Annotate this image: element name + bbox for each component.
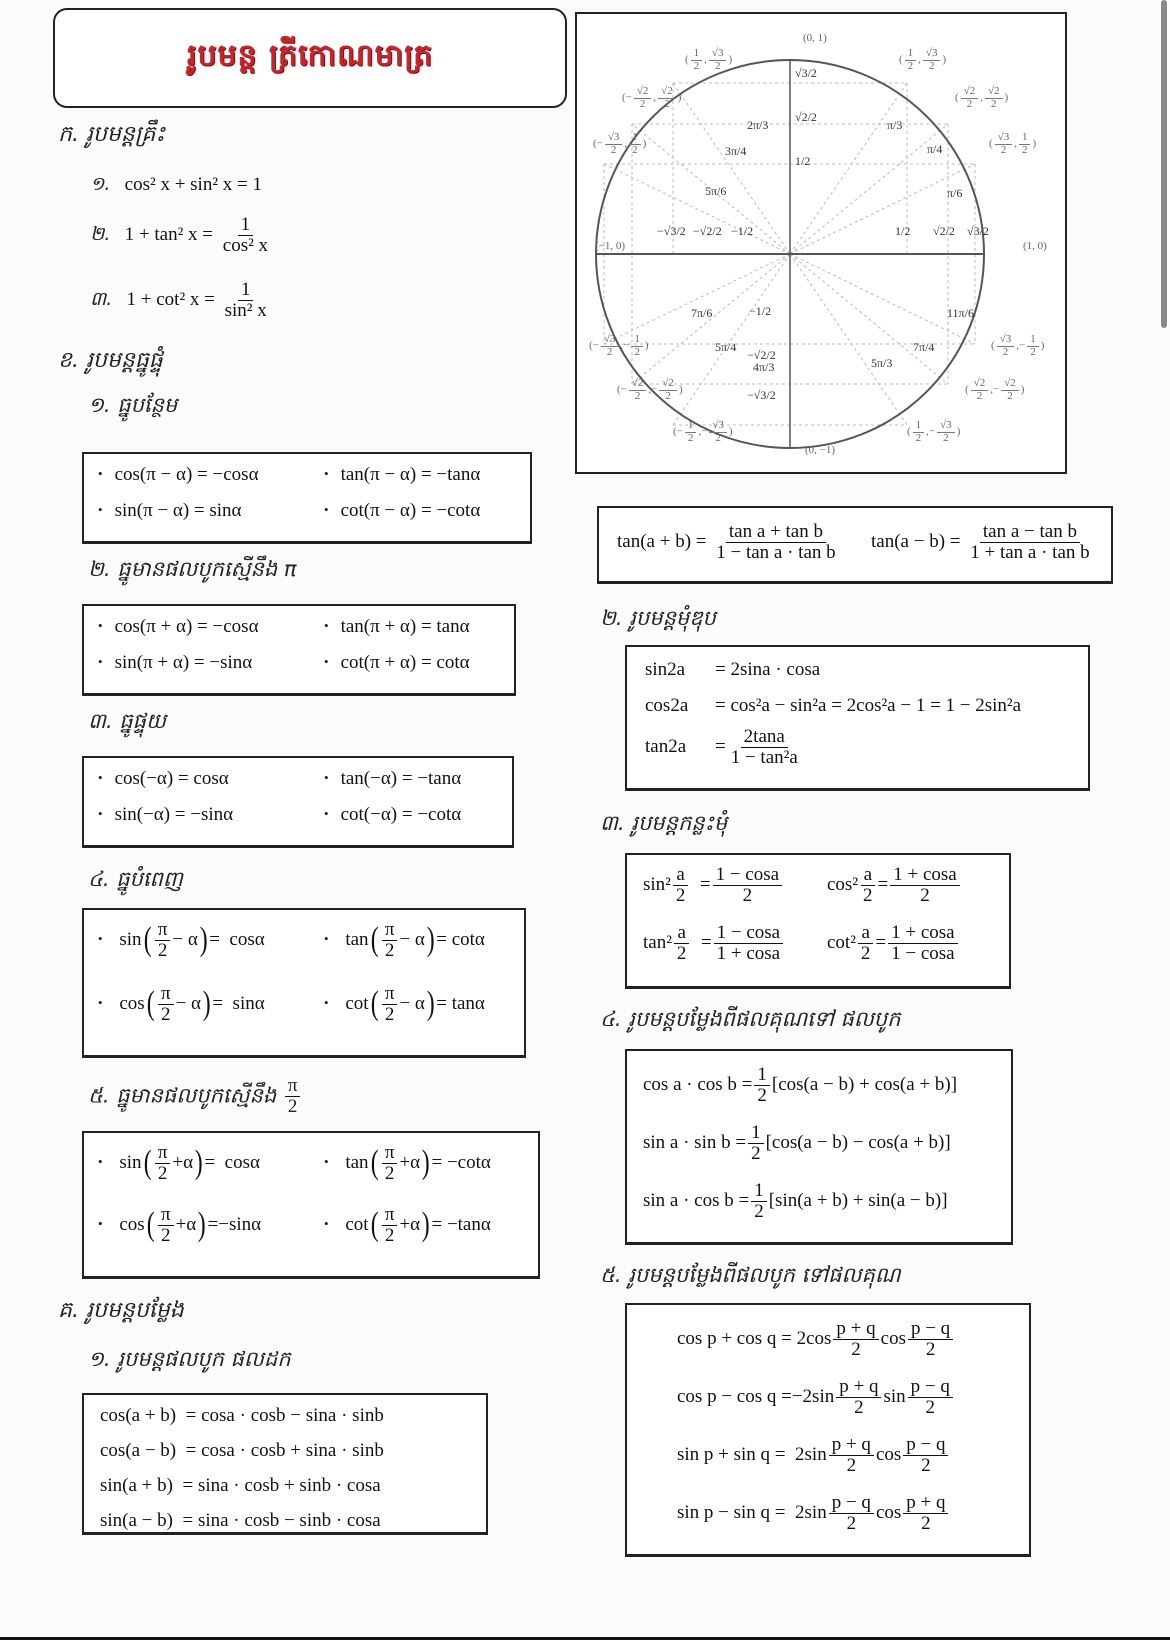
sum-to-product-heading: ៥. រូបមន្តបម្លែងពីផលបូក ទៅផលគុណ xyxy=(600,1263,901,1287)
numerator: tan a − tan b xyxy=(980,522,1080,543)
point-label: (0, −1) xyxy=(805,444,836,456)
numerator: 1 − cosa xyxy=(713,865,782,886)
rhs: sinα xyxy=(232,992,265,1014)
numerator: p + q xyxy=(829,1435,874,1456)
angle-label: 2π/3 xyxy=(747,118,769,132)
half-angle-heading: ៣. រូបមន្តកន្លះមុំ xyxy=(600,811,728,835)
lhs: sin p + sin q = xyxy=(677,1443,786,1465)
op: + xyxy=(399,1151,411,1173)
sum-diff-box xyxy=(82,1393,488,1535)
section-c-heading: គ. រូបមន្តបម្លែង xyxy=(58,1298,184,1323)
rhs: = sina · cosb − sinb · cosa xyxy=(182,1510,381,1531)
denominator: 1 + tan a · tan b xyxy=(970,541,1090,563)
sub5-heading xyxy=(88,1076,302,1117)
formula: • tan( $\frac{\pi}{2}$ − α)= cotα xyxy=(324,920,485,961)
rhs: = cos²a − sin²a = 2cos²a − 1 = 1 − 2sin²a xyxy=(715,695,1022,716)
axis-value: −√2/2 xyxy=(693,224,722,238)
numerator: 1 xyxy=(748,1123,764,1144)
sub3-heading: ៣. ធ្នូផ្ទុយ xyxy=(88,709,166,733)
scrollbar[interactable] xyxy=(1161,0,1167,328)
fraction xyxy=(967,522,1092,563)
denominator: 2 xyxy=(863,884,873,906)
fn: cos xyxy=(119,1213,145,1235)
item-number: ២. xyxy=(90,222,111,245)
rhs: −sinα xyxy=(218,1213,262,1235)
complementary-box xyxy=(82,908,526,1058)
numerator: p − q xyxy=(908,1319,953,1340)
lhs: tan(a + b) = xyxy=(617,530,707,552)
formula: • sin(π − α) = sinα xyxy=(98,500,242,522)
axis-value: −√3/2 xyxy=(657,224,686,238)
fn: sin xyxy=(119,928,142,950)
formula: • sin( $\frac{\pi}{2}$ +α)= cosα xyxy=(98,1143,260,1184)
denominator: 1 − tan²a xyxy=(730,746,798,768)
axis-value: −√2/2 xyxy=(747,348,776,362)
denominator: 2 xyxy=(757,1084,767,1106)
fraction xyxy=(728,727,801,768)
numerator: p + q xyxy=(833,1319,878,1340)
angle-label: 5π/6 xyxy=(705,184,727,198)
formula: • sin( $\frac{\pi}{2}$ − α)= cosα xyxy=(98,920,265,961)
lhs: cos2a xyxy=(645,695,689,716)
formula: • cot( $\frac{\pi}{2}$ − α)= tanα xyxy=(324,984,485,1025)
point-label: ( $\frac{√3}{2}$ , $\frac{1}{2}$ ) xyxy=(989,131,1037,156)
denominator: 2 xyxy=(846,1512,857,1534)
denominator: 2 xyxy=(860,942,871,964)
numerator: 2tana xyxy=(741,727,788,748)
product-to-sum-heading: ៤. រូបមន្តបម្លែងពីផលគុណទៅ ផលបូក xyxy=(600,1007,901,1031)
angle-label: 5π/4 xyxy=(715,340,737,354)
formula: • tan(π − α) = −tanα xyxy=(324,464,480,486)
rhs: −cotα xyxy=(446,1151,491,1173)
denominator: 2 xyxy=(754,1200,764,1222)
sum-diff-row xyxy=(100,1475,381,1497)
formula: • cot(−α) = −cotα xyxy=(324,804,461,826)
eq: = xyxy=(715,735,726,757)
rhs: = cosa · cosb + sina · sinb xyxy=(185,1440,384,1461)
op: − xyxy=(172,928,184,950)
formula: • cos(π − α) = −cosα xyxy=(98,464,259,486)
product-to-sum-row xyxy=(643,1065,957,1106)
fn: sin xyxy=(119,1151,142,1173)
numerator: 1 xyxy=(238,280,254,301)
point-label: (1, 0) xyxy=(1023,240,1047,252)
lhs: sin2a xyxy=(645,659,686,680)
denominator: 2 xyxy=(851,1338,861,1360)
sum-to-product-row xyxy=(677,1435,950,1476)
sum-to-product-box xyxy=(625,1303,1031,1557)
fn: cos xyxy=(875,1443,902,1465)
half-angle-box xyxy=(625,853,1011,989)
identity-1 xyxy=(90,172,262,200)
denominator: 1 − cosa xyxy=(891,942,955,964)
sum-diff-row xyxy=(100,1440,384,1462)
sum-to-product-row xyxy=(677,1319,955,1360)
denominator: 2 xyxy=(751,1142,761,1164)
formula: • cot( $\frac{\pi}{2}$ +α)= −tanα xyxy=(324,1205,491,1246)
tan-sum-formula xyxy=(617,522,841,563)
identity-1-text: cos² x + sin² x = 1 xyxy=(124,174,262,195)
lhs: sin² xyxy=(643,873,671,895)
numerator: a xyxy=(861,865,875,886)
numerator: p − q xyxy=(829,1493,874,1514)
formula: • tan( $\frac{\pi}{2}$ +α)= −cotα xyxy=(324,1143,491,1184)
axis-value: √3/2 xyxy=(967,224,989,238)
fraction xyxy=(222,280,270,321)
sum-to-product-row xyxy=(677,1493,950,1534)
product-to-sum-box xyxy=(625,1049,1013,1245)
op: − xyxy=(175,992,187,1014)
denominator: cos² x xyxy=(222,234,269,256)
fn: tan xyxy=(345,928,369,950)
point-label: (− $\frac{√3}{2}$ , $\frac{1}{2}$ ) xyxy=(593,131,647,156)
numerator: 1 xyxy=(754,1065,770,1086)
op: − xyxy=(399,992,411,1014)
op: + xyxy=(172,1151,184,1173)
product-to-sum-row xyxy=(643,1181,948,1222)
point-label: ( $\frac{1}{2}$ , $\frac{√3}{2}$ ) xyxy=(685,47,733,72)
formula: • cot(π − α) = −cotα xyxy=(324,500,480,522)
numerator: π xyxy=(285,1076,301,1097)
sum-diff-row xyxy=(100,1405,384,1427)
rhs: −tanα xyxy=(446,1213,491,1235)
half-angle-formula: sin² $\frac{a}{2}$ = $\frac{1 - \cos a}{2}$ xyxy=(643,865,784,906)
radius-line xyxy=(790,124,948,254)
lhs: cos² xyxy=(827,873,859,895)
point-label: (0, 1) xyxy=(803,32,827,44)
rhs: tanα xyxy=(451,992,485,1014)
rhs: [cos(a − b) + cos(a + b)] xyxy=(771,1073,958,1095)
denominator: 2 xyxy=(676,942,687,964)
numerator: 1 xyxy=(751,1181,767,1202)
supplementary-box xyxy=(82,452,532,544)
denominator: 2 xyxy=(675,884,686,906)
formula: • cos( $\frac{\pi}{2}$ − α)= sinα xyxy=(98,984,265,1025)
op: − xyxy=(399,928,411,950)
formula: • tan(−α) = −tanα xyxy=(324,768,461,790)
fn: cos xyxy=(119,992,145,1014)
half-angle-formula: cos² $\frac{a}{2}$ = $\frac{1 + \cos a}{2}$ xyxy=(827,865,962,906)
point-label: (−1, 0) xyxy=(595,240,626,252)
item-number: ១. xyxy=(90,173,111,195)
lhs: cos(a + b) xyxy=(100,1405,177,1426)
formula: • sin(−α) = −sinα xyxy=(98,804,233,826)
point-label: ( $\frac{1}{2}$ ,− $\frac{√3}{2}$ ) xyxy=(907,419,961,444)
sum-diff-row xyxy=(100,1510,381,1532)
op: + xyxy=(399,1213,411,1235)
heading-fraction xyxy=(285,1076,301,1117)
coef: −2sin xyxy=(791,1385,835,1407)
angle-label: π/6 xyxy=(947,186,963,200)
lhs: cos(a − b) xyxy=(100,1440,177,1461)
sub5-heading-text: ៥. ធ្នូមានផលបូកស្មើនឹង xyxy=(88,1083,277,1108)
angle-label: 7π/4 xyxy=(913,340,935,354)
numerator: 1 − cosa xyxy=(714,923,783,944)
lhs: sin a · sin b = xyxy=(643,1131,747,1153)
numerator: 1 + cosa xyxy=(888,923,957,944)
denominator: 2 xyxy=(921,1454,931,1476)
identity-3 xyxy=(90,280,272,321)
rhs: = sina · cosb + sinb · cosa xyxy=(182,1475,381,1496)
rhs: = cosa · cosb − sina · sinb xyxy=(185,1405,384,1426)
point-label: ( $\frac{√2}{2}$ , $\frac{√2}{2}$ ) xyxy=(955,85,1009,110)
numerator: p + q xyxy=(903,1493,948,1514)
op: + xyxy=(175,1213,187,1235)
rhs: cosα xyxy=(229,928,265,950)
axis-value: −1/2 xyxy=(749,304,772,318)
lhs: cos p − cos q = xyxy=(677,1385,792,1407)
numerator: a xyxy=(673,865,687,886)
coef: 2cos xyxy=(796,1327,832,1349)
angle-label: 7π/6 xyxy=(691,306,713,320)
lhs: cot² xyxy=(827,931,856,953)
opposite-box xyxy=(82,756,514,848)
lhs: sin(a − b) xyxy=(100,1510,173,1531)
fraction xyxy=(713,522,838,563)
rhs: cosα xyxy=(224,1151,260,1173)
half-angle-formula: cot² $\frac{a}{2}$ = $\frac{1 + \cos a}{1 - \cos a}$ xyxy=(827,923,960,964)
sub1-heading: ១. ធ្នូបន្ថែម xyxy=(88,393,178,417)
double-angle-box xyxy=(625,645,1090,791)
rhs: cotα xyxy=(451,928,485,950)
axis-value: −1/2 xyxy=(731,224,754,238)
section-a-heading: ក. រូបមន្តគ្រឹះ xyxy=(58,122,166,147)
rhs: [sin(a + b) + sin(a − b)] xyxy=(768,1189,948,1211)
axis-value: 1/2 xyxy=(895,224,911,238)
denominator: 2 xyxy=(742,884,753,906)
radius-line xyxy=(790,254,948,384)
denominator: 2 xyxy=(854,1396,864,1418)
double-angle-row xyxy=(645,695,1021,717)
formula: • tan(π + α) = tanα xyxy=(324,616,470,638)
point-label: (− $\frac{√2}{2}$ , $\frac{√2}{2}$ ) xyxy=(622,85,682,110)
formula: • sin(π + α) = −sinα xyxy=(98,652,252,674)
radius-line xyxy=(790,254,907,425)
point-label: (− $\frac{√2}{2}$ ,− $\frac{√2}{2}$ ) xyxy=(617,377,683,402)
denominator: 2 xyxy=(925,1396,935,1418)
denominator: 2 xyxy=(921,1512,931,1534)
rhs: [cos(a − b) − cos(a + b)] xyxy=(765,1131,951,1153)
fn: tan xyxy=(345,1151,369,1173)
fn: cot xyxy=(345,1213,369,1235)
lhs: sin a · cos b = xyxy=(643,1189,750,1211)
axis-value: √2/2 xyxy=(933,224,955,238)
identity-2-lhs: 1 + tan² x = xyxy=(124,223,214,245)
point-label: ( $\frac{1}{2}$ , $\frac{√3}{2}$ ) xyxy=(899,47,947,72)
point-label: (− $\frac{1}{2}$ ,− $\frac{√3}{2}$ ) xyxy=(673,419,733,444)
lhs: tan(a − b) = xyxy=(871,530,961,552)
product-to-sum-row xyxy=(643,1123,951,1164)
numerator: a xyxy=(858,923,872,944)
lhs: sin(a + b) xyxy=(100,1475,173,1496)
pi-half-sum-box xyxy=(82,1131,540,1279)
double-angle-heading: ២. រូបមន្តមុំឌុប xyxy=(600,606,716,630)
half-angle-formula: tan² $\frac{a}{2}$ = $\frac{1 - \cos a}{1 + \cos a}$ xyxy=(643,923,785,964)
fn: cos xyxy=(880,1327,906,1349)
coef: 2sin xyxy=(795,1443,827,1465)
fn: cos xyxy=(875,1501,902,1523)
formula: • cot(π + α) = cotα xyxy=(324,652,470,674)
fraction xyxy=(220,215,271,256)
coef: 2sin xyxy=(795,1501,827,1523)
formula: • cos(π + α) = −cosα xyxy=(98,616,259,638)
lhs: tan2a xyxy=(645,735,687,757)
denominator: 2 xyxy=(846,1454,857,1476)
angle-label: 5π/3 xyxy=(871,356,893,370)
denominator: 2 xyxy=(287,1095,298,1117)
axis-value: 1/2 xyxy=(795,154,811,168)
pi-sum-box xyxy=(82,604,516,696)
numerator: tan a + tan b xyxy=(726,522,826,543)
section-b-heading: ខ. រូបមន្តធ្នូផ្ទុំ xyxy=(58,348,163,373)
angle-label: 11π/6 xyxy=(947,306,974,320)
tan-sum-diff-box xyxy=(597,506,1113,584)
angle-label: 3π/4 xyxy=(725,144,747,158)
numerator: a xyxy=(674,923,688,944)
numerator: p − q xyxy=(908,1377,953,1398)
axis-value: √2/2 xyxy=(795,110,817,124)
denominator: 2 xyxy=(925,1338,936,1360)
double-angle-row xyxy=(645,659,820,681)
formula: • cos(−α) = cosα xyxy=(98,768,229,790)
point-label: ( $\frac{√2}{2}$ ,− $\frac{√2}{2}$ ) xyxy=(965,377,1025,402)
lhs: cos p + cos q = xyxy=(677,1327,792,1349)
denominator: 1 + cosa xyxy=(716,942,781,964)
angle-label: 4π/3 xyxy=(753,360,775,374)
tan-diff-formula xyxy=(871,522,1095,563)
denominator: 2 xyxy=(920,884,930,906)
identity-3-lhs: 1 + cot² x = xyxy=(126,288,215,310)
lhs: cos a · cos b = xyxy=(643,1073,753,1095)
numerator: p + q xyxy=(836,1377,881,1398)
point-label: ( $\frac{√3}{2}$ ,− $\frac{1}{2}$ ) xyxy=(991,333,1045,358)
fn: cot xyxy=(345,992,369,1014)
angle-label: π/4 xyxy=(927,142,943,156)
title-box xyxy=(53,8,567,108)
unit-circle-figure xyxy=(575,12,1067,474)
denominator: sin² x xyxy=(224,299,267,321)
axis-value: −√3/2 xyxy=(747,388,776,402)
denominator: 1 − tan a · tan b xyxy=(716,541,836,563)
unit-circle-svg xyxy=(577,14,1065,472)
numerator: p − q xyxy=(903,1435,948,1456)
lhs: tan² xyxy=(643,931,672,953)
fn: sin xyxy=(883,1385,906,1407)
sum-diff-heading: ១. រូបមន្តផលបូក ផលដក xyxy=(88,1347,291,1371)
rhs: = 2sina · cosa xyxy=(715,659,821,680)
angle-label: π/3 xyxy=(887,118,903,132)
point-label: (− $\frac{√3}{2}$ ,− $\frac{1}{2}$ ) xyxy=(589,333,649,358)
sum-to-product-row xyxy=(677,1377,955,1418)
sub4-heading: ៤. ធ្នូបំពេញ xyxy=(88,867,183,891)
double-angle-row xyxy=(645,727,803,768)
formula: • cos( $\frac{\pi}{2}$ +α)=−sinα xyxy=(98,1205,261,1246)
numerator: 1 + cosa xyxy=(890,865,959,886)
page-title: រូបមន្ត ត្រីកោណមាត្រ xyxy=(186,38,434,73)
identity-2 xyxy=(90,215,273,256)
lhs: sin p − sin q = xyxy=(677,1501,786,1523)
sub2-heading: ២. ធ្នូមានផលបូកស្មើនឹង π xyxy=(88,557,297,581)
item-number: ៣. xyxy=(90,287,113,310)
numerator: 1 xyxy=(238,215,254,236)
axis-value: √3/2 xyxy=(795,66,817,80)
